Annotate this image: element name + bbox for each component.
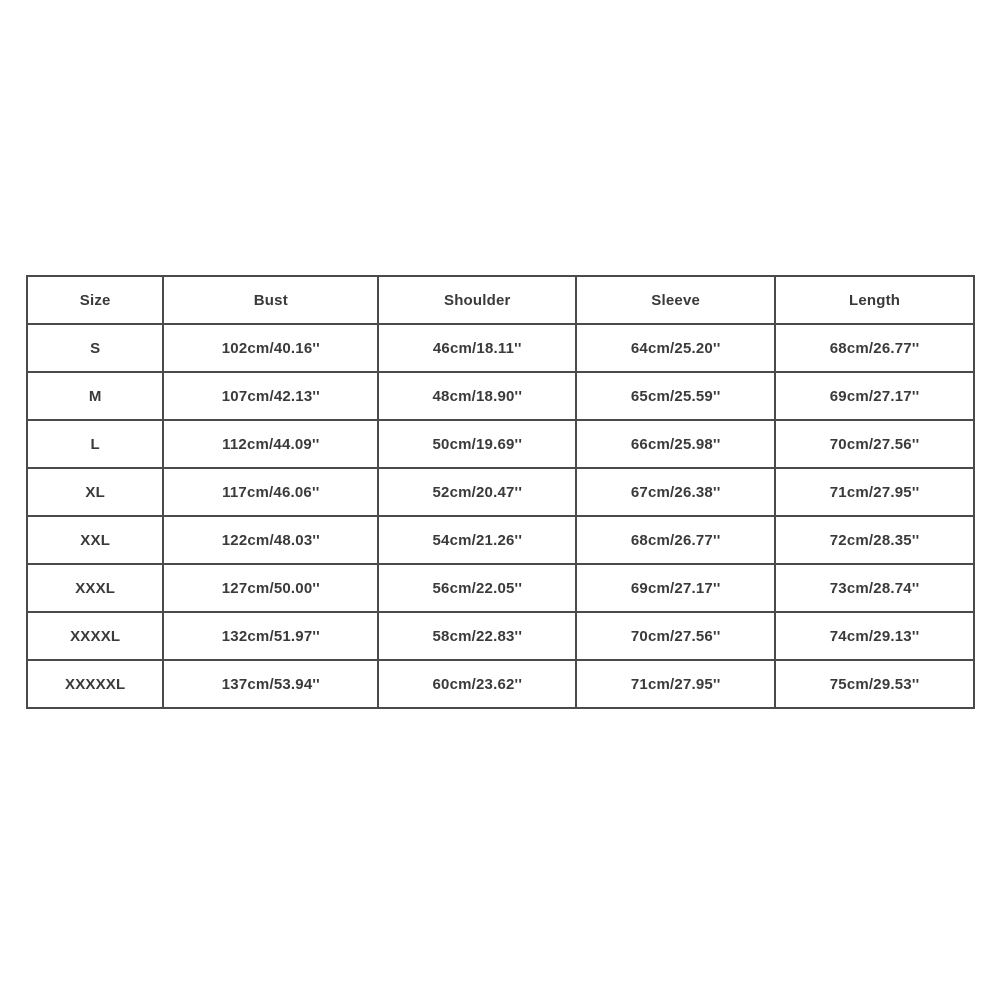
size-chart-table — [26, 275, 975, 709]
size-cell: XXXXL — [27, 612, 163, 660]
bust-cell: 102cm/40.16'' — [163, 324, 378, 372]
column-header-sleeve: Sleeve — [576, 276, 775, 324]
length-cell: 69cm/27.17'' — [775, 372, 974, 420]
size-cell: XL — [27, 468, 163, 516]
sleeve-cell: 71cm/27.95'' — [576, 660, 775, 708]
sleeve-cell: 67cm/26.38'' — [576, 468, 775, 516]
shoulder-cell: 48cm/18.90'' — [378, 372, 576, 420]
size-cell: L — [27, 420, 163, 468]
bust-cell: 132cm/51.97'' — [163, 612, 378, 660]
shoulder-cell: 46cm/18.11'' — [378, 324, 576, 372]
table-row — [27, 420, 974, 468]
table-row — [27, 564, 974, 612]
length-cell: 68cm/26.77'' — [775, 324, 974, 372]
header-row — [27, 276, 974, 324]
column-header-bust: Bust — [163, 276, 378, 324]
length-cell: 71cm/27.95'' — [775, 468, 974, 516]
sleeve-cell: 66cm/25.98'' — [576, 420, 775, 468]
column-header-size: Size — [27, 276, 163, 324]
shoulder-cell: 60cm/23.62'' — [378, 660, 576, 708]
size-chart — [26, 275, 975, 709]
bust-cell: 112cm/44.09'' — [163, 420, 378, 468]
table-row — [27, 516, 974, 564]
table-row — [27, 612, 974, 660]
length-cell: 75cm/29.53'' — [775, 660, 974, 708]
shoulder-cell: 50cm/19.69'' — [378, 420, 576, 468]
length-cell: 70cm/27.56'' — [775, 420, 974, 468]
sleeve-cell: 65cm/25.59'' — [576, 372, 775, 420]
column-header-length: Length — [775, 276, 974, 324]
bust-cell: 122cm/48.03'' — [163, 516, 378, 564]
shoulder-cell: 58cm/22.83'' — [378, 612, 576, 660]
table-row — [27, 324, 974, 372]
size-cell: M — [27, 372, 163, 420]
table-row — [27, 468, 974, 516]
length-cell: 74cm/29.13'' — [775, 612, 974, 660]
length-cell: 72cm/28.35'' — [775, 516, 974, 564]
shoulder-cell: 54cm/21.26'' — [378, 516, 576, 564]
table-row — [27, 660, 974, 708]
sleeve-cell: 64cm/25.20'' — [576, 324, 775, 372]
shoulder-cell: 56cm/22.05'' — [378, 564, 576, 612]
size-cell: XXXXXL — [27, 660, 163, 708]
sleeve-cell: 68cm/26.77'' — [576, 516, 775, 564]
length-cell: 73cm/28.74'' — [775, 564, 974, 612]
column-header-shoulder: Shoulder — [378, 276, 576, 324]
bust-cell: 127cm/50.00'' — [163, 564, 378, 612]
size-cell: S — [27, 324, 163, 372]
shoulder-cell: 52cm/20.47'' — [378, 468, 576, 516]
bust-cell: 137cm/53.94'' — [163, 660, 378, 708]
table-row — [27, 372, 974, 420]
bust-cell: 117cm/46.06'' — [163, 468, 378, 516]
sleeve-cell: 69cm/27.17'' — [576, 564, 775, 612]
sleeve-cell: 70cm/27.56'' — [576, 612, 775, 660]
bust-cell: 107cm/42.13'' — [163, 372, 378, 420]
size-cell: XXXL — [27, 564, 163, 612]
size-cell: XXL — [27, 516, 163, 564]
